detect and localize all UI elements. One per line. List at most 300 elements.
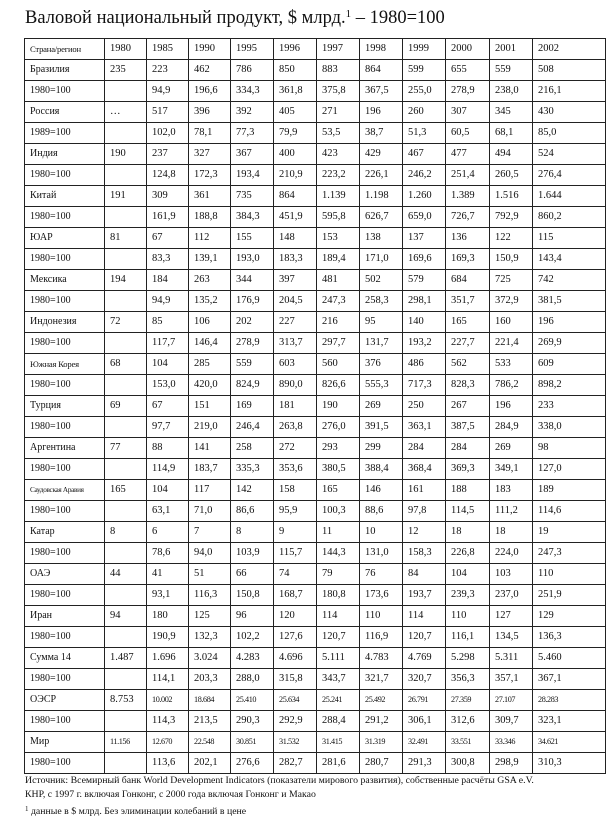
value-cell: 219,0 [189, 417, 231, 438]
value-cell: 290,3 [231, 711, 274, 732]
value-cell: 31.415 [317, 732, 360, 753]
row-label-cell: 1980=100 [25, 249, 105, 270]
row-label-cell: 1980=100 [25, 585, 105, 606]
value-cell: 263,8 [274, 417, 317, 438]
value-cell: 1997 [317, 39, 360, 60]
value-cell: 344 [231, 270, 274, 291]
value-cell: 183 [490, 480, 533, 501]
value-cell: 77,3 [231, 123, 274, 144]
value-cell: 194 [105, 270, 147, 291]
row-label-cell: Бразилия [25, 60, 105, 81]
value-cell: 120,7 [403, 627, 446, 648]
value-cell: 72 [105, 312, 147, 333]
value-cell: 392 [231, 102, 274, 123]
value-cell: 263 [189, 270, 231, 291]
value-cell: 226,8 [446, 543, 490, 564]
row-label-cell: 1980=100 [25, 333, 105, 354]
value-cell: 190,9 [147, 627, 189, 648]
table-row [25, 375, 606, 396]
value-cell: 161 [403, 480, 446, 501]
value-cell: 345 [490, 102, 533, 123]
value-cell: 10 [360, 522, 403, 543]
value-cell: 2001 [490, 39, 533, 60]
value-cell: 4.783 [360, 648, 403, 669]
value-cell: 120,7 [317, 627, 360, 648]
value-cell [105, 81, 147, 102]
value-cell: 258,3 [360, 291, 403, 312]
row-label-cell: 1980=100 [25, 627, 105, 648]
value-cell: 116,9 [360, 627, 403, 648]
value-cell: 278,9 [231, 333, 274, 354]
value-cell: 4.769 [403, 648, 446, 669]
value-cell: 151 [189, 396, 231, 417]
value-cell: 281,6 [317, 753, 360, 774]
value-cell: 8 [231, 522, 274, 543]
row-label-cell: Саудовская Аравия [25, 480, 105, 501]
footnote-1-mark: 1 [25, 805, 29, 813]
row-label-cell: Сумма 14 [25, 648, 105, 669]
value-cell: 216 [317, 312, 360, 333]
value-cell: 5.298 [446, 648, 490, 669]
value-cell: 161,9 [147, 207, 189, 228]
value-cell: 725 [490, 270, 533, 291]
value-cell: 34.621 [533, 732, 606, 753]
value-cell: 353,6 [274, 459, 317, 480]
row-label-cell: Индонезия [25, 312, 105, 333]
value-cell: 142 [231, 480, 274, 501]
row-label-cell: 1980=100 [25, 501, 105, 522]
value-cell [105, 375, 147, 396]
value-cell: 4.283 [231, 648, 274, 669]
table-row [25, 102, 606, 123]
value-cell: 481 [317, 270, 360, 291]
value-cell: 44 [105, 564, 147, 585]
value-cell: 71,0 [189, 501, 231, 522]
value-cell: 351,7 [446, 291, 490, 312]
value-cell: 477 [446, 144, 490, 165]
table-row [25, 165, 606, 186]
value-cell: 309 [147, 186, 189, 207]
value-cell: 160 [490, 312, 533, 333]
value-cell: 233 [533, 396, 606, 417]
value-cell: 260,5 [490, 165, 533, 186]
value-cell: 203,3 [189, 669, 231, 690]
value-cell: 272 [274, 438, 317, 459]
value-cell: 335,3 [231, 459, 274, 480]
value-cell: 655 [446, 60, 490, 81]
value-cell: 260 [403, 102, 446, 123]
value-cell: 247,3 [533, 543, 606, 564]
value-cell [105, 753, 147, 774]
row-label-cell: 1980=100 [25, 753, 105, 774]
table-row [25, 291, 606, 312]
value-cell: 114,5 [446, 501, 490, 522]
value-cell: 12 [403, 522, 446, 543]
value-cell: 136 [446, 228, 490, 249]
row-label-cell: ЮАР [25, 228, 105, 249]
value-cell: 153 [317, 228, 360, 249]
value-cell: 116,3 [189, 585, 231, 606]
value-cell: 1996 [274, 39, 317, 60]
value-cell: 134,5 [490, 627, 533, 648]
value-cell: 276,6 [231, 753, 274, 774]
value-cell: 138 [360, 228, 403, 249]
value-cell: 309,7 [490, 711, 533, 732]
value-cell: 555,3 [360, 375, 403, 396]
value-cell: 193,4 [231, 165, 274, 186]
value-cell: 246,2 [403, 165, 446, 186]
value-cell: 559 [231, 354, 274, 375]
value-cell: 88,6 [360, 501, 403, 522]
value-cell: 102,2 [231, 627, 274, 648]
value-cell: 1998 [360, 39, 403, 60]
value-cell: 1.487 [105, 648, 147, 669]
table-row [25, 333, 606, 354]
value-cell: 2000 [446, 39, 490, 60]
value-cell: 462 [189, 60, 231, 81]
row-label-cell: Южная Корея [25, 354, 105, 375]
value-cell: 786,2 [490, 375, 533, 396]
value-cell: 824,9 [231, 375, 274, 396]
value-cell: 41 [147, 564, 189, 585]
value-cell: 83,3 [147, 249, 189, 270]
value-cell: 1.139 [317, 186, 360, 207]
value-cell: 68 [105, 354, 147, 375]
value-cell: 391,5 [360, 417, 403, 438]
value-cell: 144,3 [317, 543, 360, 564]
value-cell: 85,0 [533, 123, 606, 144]
value-cell: 114,3 [147, 711, 189, 732]
value-cell: 104 [147, 480, 189, 501]
value-cell: 66 [231, 564, 274, 585]
value-cell: 165 [446, 312, 490, 333]
value-cell: 202,1 [189, 753, 231, 774]
value-cell: 120 [274, 606, 317, 627]
table-row [25, 753, 606, 774]
value-cell: 361,8 [274, 81, 317, 102]
value-cell: 2002 [533, 39, 606, 60]
value-cell: 141 [189, 438, 231, 459]
row-label-cell: Мир [25, 732, 105, 753]
value-cell: 1.696 [147, 648, 189, 669]
value-cell: 883 [317, 60, 360, 81]
value-cell: 451,9 [274, 207, 317, 228]
value-cell: 792,9 [490, 207, 533, 228]
value-cell: 559 [490, 60, 533, 81]
table-row [25, 228, 606, 249]
value-cell: 190 [317, 396, 360, 417]
value-cell: 31.319 [360, 732, 403, 753]
value-cell: 864 [274, 186, 317, 207]
row-label-cell: ОАЭ [25, 564, 105, 585]
value-cell: 5.111 [317, 648, 360, 669]
value-cell: 282,7 [274, 753, 317, 774]
value-cell: 84 [403, 564, 446, 585]
value-cell: 158,3 [403, 543, 446, 564]
value-cell [105, 207, 147, 228]
value-cell: 150,8 [231, 585, 274, 606]
row-label-cell: 1980=100 [25, 459, 105, 480]
value-cell: 298,1 [403, 291, 446, 312]
value-cell: 278,9 [446, 81, 490, 102]
value-cell: 9 [274, 522, 317, 543]
value-cell [105, 249, 147, 270]
value-cell: 292,9 [274, 711, 317, 732]
value-cell: 429 [360, 144, 403, 165]
value-cell: 327 [189, 144, 231, 165]
value-cell: 155 [231, 228, 274, 249]
table-row [25, 648, 606, 669]
value-cell: 405 [274, 102, 317, 123]
row-label-cell: 1980=100 [25, 669, 105, 690]
row-label-cell: Россия [25, 102, 105, 123]
value-cell: 191 [105, 186, 147, 207]
value-cell: 10.002 [147, 690, 189, 711]
value-cell: 343,7 [317, 669, 360, 690]
value-cell: 367,1 [533, 669, 606, 690]
value-cell: 150,9 [490, 249, 533, 270]
table-row [25, 522, 606, 543]
value-cell: 124,8 [147, 165, 189, 186]
value-cell: 204,5 [274, 291, 317, 312]
value-cell: 176,9 [231, 291, 274, 312]
value-cell: 250 [403, 396, 446, 417]
value-cell: 237,0 [490, 585, 533, 606]
value-cell: 486 [403, 354, 446, 375]
value-cell: 467 [403, 144, 446, 165]
value-cell: 117,7 [147, 333, 189, 354]
value-cell: 898,2 [533, 375, 606, 396]
value-cell: 363,1 [403, 417, 446, 438]
value-cell: 595,8 [317, 207, 360, 228]
value-cell: 372,9 [490, 291, 533, 312]
value-cell: 103,9 [231, 543, 274, 564]
value-cell: 508 [533, 60, 606, 81]
value-cell: 239,3 [446, 585, 490, 606]
value-cell: 95,9 [274, 501, 317, 522]
value-cell: 786 [231, 60, 274, 81]
value-cell [105, 501, 147, 522]
table-row [25, 354, 606, 375]
value-cell: 599 [403, 60, 446, 81]
value-cell: 31.532 [274, 732, 317, 753]
value-cell: 1.389 [446, 186, 490, 207]
value-cell: 11 [317, 522, 360, 543]
value-cell: 76 [360, 564, 403, 585]
value-cell: 25.634 [274, 690, 317, 711]
value-cell: 288,0 [231, 669, 274, 690]
value-cell: 375,8 [317, 81, 360, 102]
value-cell: 148 [274, 228, 317, 249]
value-cell: 196 [360, 102, 403, 123]
value-cell: 188 [446, 480, 490, 501]
value-cell: 494 [490, 144, 533, 165]
value-cell: 517 [147, 102, 189, 123]
value-cell: 235 [105, 60, 147, 81]
value-cell: 67 [147, 396, 189, 417]
table-row [25, 396, 606, 417]
value-cell: 361 [189, 186, 231, 207]
value-cell: 1.644 [533, 186, 606, 207]
value-cell: 26.791 [403, 690, 446, 711]
value-cell: 114 [403, 606, 446, 627]
value-cell: 18 [490, 522, 533, 543]
value-cell: 196 [490, 396, 533, 417]
value-cell: 502 [360, 270, 403, 291]
value-cell: 269 [490, 438, 533, 459]
value-cell: 284 [446, 438, 490, 459]
value-cell: 137 [403, 228, 446, 249]
value-cell: 74 [274, 564, 317, 585]
value-cell: 169,3 [446, 249, 490, 270]
table-row [25, 438, 606, 459]
value-cell: 127,0 [533, 459, 606, 480]
value-cell: 110 [533, 564, 606, 585]
value-cell: 63,1 [147, 501, 189, 522]
value-cell: 11.156 [105, 732, 147, 753]
value-cell: 106 [189, 312, 231, 333]
value-cell: 291,2 [360, 711, 403, 732]
row-label-cell: 1980=100 [25, 543, 105, 564]
value-cell: 94,9 [147, 81, 189, 102]
value-cell: 117 [189, 480, 231, 501]
value-cell: 181 [274, 396, 317, 417]
value-cell: 143,4 [533, 249, 606, 270]
value-cell: 349,1 [490, 459, 533, 480]
value-cell [105, 585, 147, 606]
value-cell: 297,7 [317, 333, 360, 354]
table-row [25, 123, 606, 144]
table-row [25, 606, 606, 627]
row-label-cell: 1980=100 [25, 207, 105, 228]
value-cell: 114 [317, 606, 360, 627]
gdp-table-body [25, 39, 606, 774]
value-cell: 33.551 [446, 732, 490, 753]
value-cell: 860,2 [533, 207, 606, 228]
value-cell: 114,9 [147, 459, 189, 480]
table-row [25, 270, 606, 291]
value-cell: 276,4 [533, 165, 606, 186]
value-cell: 139,1 [189, 249, 231, 270]
table-row [25, 732, 606, 753]
value-cell: 104 [147, 354, 189, 375]
value-cell: 196,6 [189, 81, 231, 102]
value-cell: 67 [147, 228, 189, 249]
value-cell: 131,0 [360, 543, 403, 564]
value-cell: 298,9 [490, 753, 533, 774]
value-cell: … [105, 102, 147, 123]
value-cell: 183,3 [274, 249, 317, 270]
value-cell: 307 [446, 102, 490, 123]
value-cell: 524 [533, 144, 606, 165]
table-row [25, 501, 606, 522]
value-cell: 717,3 [403, 375, 446, 396]
value-cell: 38,7 [360, 123, 403, 144]
value-cell: 726,7 [446, 207, 490, 228]
value-cell: 112 [189, 228, 231, 249]
table-row [25, 564, 606, 585]
row-label-cell: ОЭСР [25, 690, 105, 711]
value-cell: 226,1 [360, 165, 403, 186]
row-label-cell: Аргентина [25, 438, 105, 459]
value-cell: 1999 [403, 39, 446, 60]
value-cell: 173,6 [360, 585, 403, 606]
value-cell: 103 [490, 564, 533, 585]
value-cell: 315,8 [274, 669, 317, 690]
value-cell: 5.311 [490, 648, 533, 669]
value-cell: 224,0 [490, 543, 533, 564]
value-cell: 85 [147, 312, 189, 333]
value-cell: 285 [189, 354, 231, 375]
title-text: Валовой национальный продукт, $ млрд. [25, 8, 346, 28]
value-cell: 1995 [231, 39, 274, 60]
value-cell: 430 [533, 102, 606, 123]
row-label-cell: Индия [25, 144, 105, 165]
row-label-cell: 1980=100 [25, 417, 105, 438]
footnotes [25, 774, 609, 819]
value-cell: 79,9 [274, 123, 317, 144]
value-cell: 255,0 [403, 81, 446, 102]
value-cell: 334,3 [231, 81, 274, 102]
table-row [25, 249, 606, 270]
value-cell: 423 [317, 144, 360, 165]
value-cell: 115 [533, 228, 606, 249]
value-cell: 1980 [105, 39, 147, 60]
value-cell: 188,8 [189, 207, 231, 228]
value-cell: 579 [403, 270, 446, 291]
value-cell: 284 [403, 438, 446, 459]
value-cell: 122 [490, 228, 533, 249]
value-cell: 864 [360, 60, 403, 81]
value-cell: 684 [446, 270, 490, 291]
value-cell: 127,6 [274, 627, 317, 648]
value-cell: 380,5 [317, 459, 360, 480]
value-cell: 828,3 [446, 375, 490, 396]
value-cell [105, 543, 147, 564]
value-cell: 312,6 [446, 711, 490, 732]
value-cell: 735 [231, 186, 274, 207]
value-cell: 356,3 [446, 669, 490, 690]
value-cell: 560 [317, 354, 360, 375]
value-cell: 77 [105, 438, 147, 459]
value-cell: 25.492 [360, 690, 403, 711]
value-cell: 51 [189, 564, 231, 585]
value-cell: 169 [231, 396, 274, 417]
value-cell: 94,9 [147, 291, 189, 312]
value-cell: 183,7 [189, 459, 231, 480]
value-cell: 742 [533, 270, 606, 291]
table-row [25, 585, 606, 606]
value-cell: 180 [147, 606, 189, 627]
row-label-cell: 1989=100 [25, 123, 105, 144]
value-cell: 396 [189, 102, 231, 123]
value-cell: 180,8 [317, 585, 360, 606]
value-cell [105, 669, 147, 690]
value-cell: 388,4 [360, 459, 403, 480]
value-cell: 30.851 [231, 732, 274, 753]
value-cell: 93,1 [147, 585, 189, 606]
value-cell: 246,4 [231, 417, 274, 438]
value-cell: 104 [446, 564, 490, 585]
value-cell: 68,1 [490, 123, 533, 144]
value-cell [105, 333, 147, 354]
title-footnote-mark: 1 [345, 8, 352, 20]
value-cell: 97,7 [147, 417, 189, 438]
value-cell: 96 [231, 606, 274, 627]
value-cell: 4.696 [274, 648, 317, 669]
footnote-1 [25, 802, 609, 819]
value-cell: 18.684 [189, 690, 231, 711]
